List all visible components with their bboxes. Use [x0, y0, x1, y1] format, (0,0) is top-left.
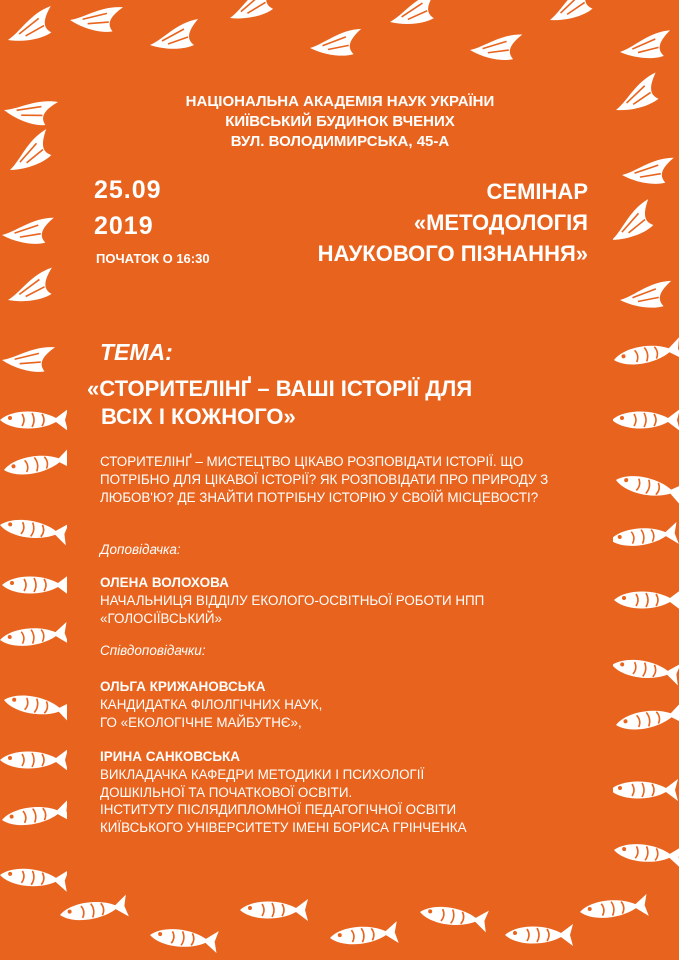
- content-panel: [67, 73, 613, 891]
- co-speaker-2-info-line-4: КИЇВСЬКОГО УНІВЕРСИТЕТУ ІМЕНІ БОРИСА ГРІНЧЕНКА: [100, 819, 467, 835]
- event-year: 2019: [94, 212, 154, 240]
- co-speaker-2-info-line-2: ДОШКІЛЬНОЇ ТА ПОЧАТКОВОЇ ОСВІТИ.: [100, 784, 353, 800]
- event-name-line-1: «МЕТОДОЛОГІЯ: [413, 210, 588, 235]
- topic-title: [87, 375, 587, 431]
- topic-description: СТОРИТЕЛІНҐ – МИСТЕЦТВО ЦІКАВО РОЗПОВІДАТИ ІСТОРІЇ. ЩО ПОТРІБНО ДЛЯ ЦІКАВОЇ ІСТОРІЇ? ЯК РОЗПОВІДАТИ ПРО ПРИРОДУ З ЛЮБОВ'Ю? ДЕ ЗНАЙТИ ПОТРІБНУ ІСТОРІЮ У СВОЇЙ МІСЦЕВОСТІ?: [100, 454, 549, 505]
- speaker-position: НАЧАЛЬНИЦЯ ВІДДІЛУ ЕКОЛОГО-ОСВІТНЬОЇ РОБОТИ НПП «ГОЛОСІЇВСЬКИЙ»: [100, 593, 485, 626]
- topic-title-line-2: ВСІХ І КОЖНОГО»: [101, 404, 296, 429]
- co-speaker-1-info-line-1: КАНДИДАТКА ФІЛОЛГІЧНИХ НАУК,: [100, 697, 323, 712]
- co-speaker-2-info-line-1: ВИКЛАДАЧКА КАФЕДРИ МЕТОДИКИ І ПСИХОЛОГІЇ: [100, 767, 425, 782]
- co-speaker-2-info-line-3: ІНСТИТУТУ ПІСЛЯДИПЛОМНОЇ ПЕДАГОГІЧНОЇ ОСВІТИ: [100, 802, 457, 817]
- event-date: 25.09: [94, 176, 162, 204]
- speaker-name: ОЛЕНА ВОЛОХОВА: [100, 575, 229, 590]
- event-start-time: ПОЧАТОК О 16:30: [96, 251, 210, 266]
- topic-title-line-1: «СТОРИТЕЛІНҐ – ВАШІ ІСТОРІЇ ДЛЯ: [87, 376, 473, 401]
- topic-label: ТЕМА:: [100, 339, 173, 365]
- co-speaker-1-info: [100, 696, 580, 731]
- event-type: СЕМІНАР: [486, 179, 588, 204]
- institution-line-1: НАЦІОНАЛЬНА АКАДЕМІЯ НАУК УКРАЇНИ: [185, 93, 495, 110]
- co-speakers-role-label: Співдоповідачки:: [100, 643, 206, 658]
- co-speaker-1-info-line-2: ГО «ЕКОЛОГІЧНЕ МАЙБУТНЄ»,: [100, 714, 302, 730]
- institution-line-2: КИЇВСЬКИЙ БУДИНОК ВЧЕНИХ: [225, 113, 455, 130]
- co-speaker-2-name: ІРИНА САНКОВСЬКА: [100, 749, 241, 764]
- institution-address: ВУЛ. ВОЛОДИМИРСЬКА, 45-А: [230, 133, 450, 150]
- speaker-role-label: Доповідачка:: [100, 542, 181, 557]
- co-speaker-1-name: ОЛЬГА КРИЖАНОВСЬКА: [100, 679, 266, 694]
- co-speaker-2-info: [100, 766, 580, 836]
- event-name-line-2: НАУКОВОГО ПІЗНАННЯ»: [317, 241, 588, 266]
